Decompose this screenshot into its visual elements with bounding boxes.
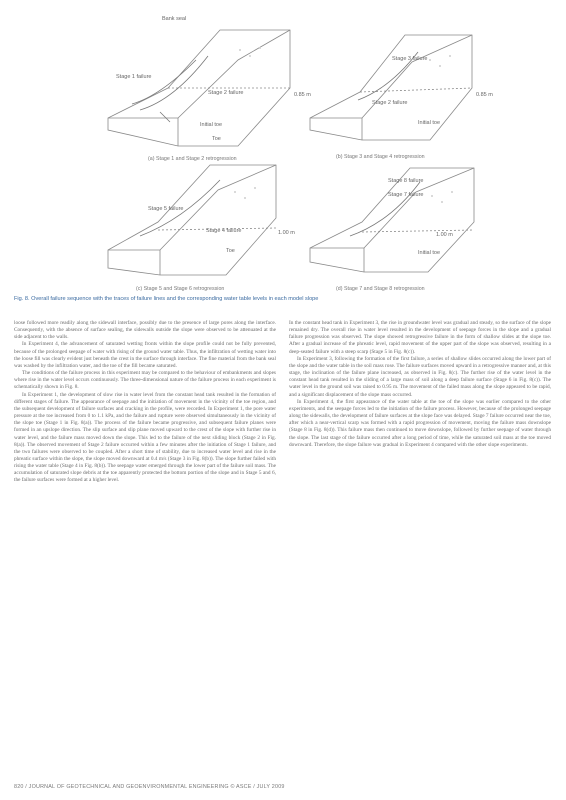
left-paragraph-3: The conditions of the failure process in this experiment may be compared to the behaviour of embankments and slopes where rise in the water level occurs continuously. The three-dimensional nature of the failure process in each experiment is schematically shown in Fig. 8. — [14, 370, 276, 391]
panel-a-label-initial-toe: Initial toe — [200, 122, 223, 128]
panel-a-label-stage2: Stage 2 failure — [208, 90, 244, 96]
panel-b-block — [310, 35, 472, 140]
panel-d-label-initial-toe: Initial toe — [418, 250, 441, 256]
panel-b-label-initial-toe: Initial toe — [418, 120, 441, 126]
panel-c-label-stage5: Stage 5 failure — [148, 206, 184, 212]
panel-c-label-stage4: Stage 4 failure — [206, 228, 242, 234]
panel-d-label-stage7: Stage 7 failure — [388, 192, 424, 198]
page-footer: 820 / JOURNAL OF GEOTECHNICAL AND GEOENVIRONMENTAL ENGINEERING © ASCE / JULY 2009 — [14, 784, 285, 790]
right-column — [289, 320, 551, 664]
right-paragraph-2: In Experiment 3, following the formation of the first failure, a series of shallow slides occurred along the lower part of the slope and the water table in the soil mass rose. The failure surfaces moved upward in a retrogressive manner and, at this stage, the inclination of the failure plane increased, as observed in Fig. 8(c). The further rise of the water level in the constant head tank resulted in the sliding of a large mass of soil along a deep failure surface (Stage 6 in Fig. 8(c)). The water level in the ground soil was raised to 0.95 m. The movement of the failed mass along the slope appeared to be rapid, and a significant displacement of the slope mass occurred. — [289, 355, 551, 398]
right-paragraph-3: In Experiment 4, the first appearance of the water table at the toe of the slope was earlier compared to the other experiments, and the seepage forces led to the initiation of the failure process. However, because of the prolonged seepage along the sidewalls, the development of failure surfaces at the slope face was delayed. Stage 7 failure occurred near the toe, after which a near-vertical scarp was formed with a rapid progression of movement, moving the failure mass downslope (Stage 8 in Fig. 8(d)). This failure mass then continued to move downslope, followed by further seepage of water through the slope. The last stage of the failure occurred after a long period of time, while the saturated soil mass at the toe moved downward. Therefore, the slope failure was gradual in Experiment 4 compared with the other slope experiments. — [289, 398, 551, 448]
right-paragraph-1: In the constant head tank in Experiment 3, the rise in groundwater level was gradual and steady, so the surface of the slope remained dry. The overall rise in water level resulted in the development of seepage forces in the slope and a gradual failure progression was observed. The slope showed retrogressive failure in the form of shallow slides at the slope toe. After a gradual increase of the phreatic level, rapid movement of the upper part of the slope was observed, resulting in a deep-seated failure with a steep scarp (Stage 5 in Fig. 8(c)). — [289, 320, 551, 355]
figure-caption: Fig. 8. Overall failure sequence with the traces of failure lines and the corresponding water table levels in each model slope — [14, 296, 319, 302]
panel-a-label-toe: Toe — [212, 136, 221, 142]
panel-c-block — [108, 165, 276, 275]
panel-c-label-height: 1.00 m — [278, 230, 295, 236]
panel-a-label-height: 0.85 m — [294, 92, 311, 98]
panel-a-label-stage1: Stage 1 failure — [116, 74, 152, 80]
panel-a-block — [108, 30, 290, 146]
panel-b-label-height: 0.85 m — [476, 92, 493, 98]
panel-b-label-stage2: Stage 2 failure — [372, 100, 408, 106]
left-column — [14, 320, 276, 782]
left-paragraph-2: In Experiment 4, the advancement of saturated wetting fronts within the slope profile could not be fully prevented, because of the prolonged seepage of water with rising of the ground water table. Thus, the infiltration of wetting water into the loose fill was clearly evident just beneath the crest in the surface through interface. The fine material from the bank seal was washed by the infiltration water, and the toe of the fill became saturated. — [14, 341, 276, 369]
panel-c-label-toe: Toe — [226, 248, 235, 254]
panel-b-label-stage3: Stage 3 failure — [392, 56, 428, 62]
left-paragraph-1: loose followed more readily along the sidewall interface, possibly due to the presence of large pores along the interface. Consequently, with the absence of surface sealing, the sidewalls outside the slope were observed to be attenuated at the side adjacent to the walls. — [14, 320, 276, 341]
panel-a-label-bank-seal: Bank seal — [162, 16, 187, 22]
panel-d-caption: (d) Stage 7 and Stage 8 retrogression — [336, 286, 425, 292]
figure-8 — [100, 0, 493, 305]
figure-8-diagram — [100, 0, 493, 295]
panel-d-label-height: 1.00 m — [436, 232, 453, 238]
panel-c-caption: (c) Stage 5 and Stage 6 retrogression — [136, 286, 225, 292]
left-paragraph-4: In Experiment 1, the development of slow rise in water level from the constant head tank resulted in the formation of different stages of failure. The appearance of seepage and the initiation of movement in the vicinity of the toe region, and the subsequent development of failure surfaces and cracking in the profile, were recorded. In Experiment 1, the pore water pressure at the toe increased from 0 to 1.1 kPa, and the failure and rupture were observed simultaneously in the vicinity of the slope toe (Stage 1 in Fig. 8(a)). The process of the failure became progressive, and subsequent failure planes were formed in an upslope direction. The slip surface and slip plane moved upward to the crest of the slope with further rise in water level, and the failure mass moved down the slope. This led to the failure of the next sliding block (Stage 2 in Fig. 8(a)). The observed movement of Stage 2 failure occurred within a few minutes after the initiation of Stage 1 failure, and the two failures were observed to be coupled. After a short time of stability, due to increased water level and rise in the phreatic surface within the slope, the slope moved downward at 0.4 m/s (Stage 3 in Fig. 8(b)). The slope further failed with rising the water table (Stage 4 in Fig. 8(b)). The seepage water emerged through the lower part of the failure soil mass. The accumulation of saturated slope debris at the toe apparently protected the bottom portion of the slope and in Stage 5 and 6, the failure surfaces were formed at a higher level. — [14, 391, 276, 484]
panel-b-caption: (b) Stage 3 and Stage 4 retrogression — [336, 154, 425, 160]
panel-a-caption: (a) Stage 1 and Stage 2 retrogression — [148, 156, 237, 162]
panel-d-label-stage8: Stage 8 failure — [388, 178, 424, 184]
